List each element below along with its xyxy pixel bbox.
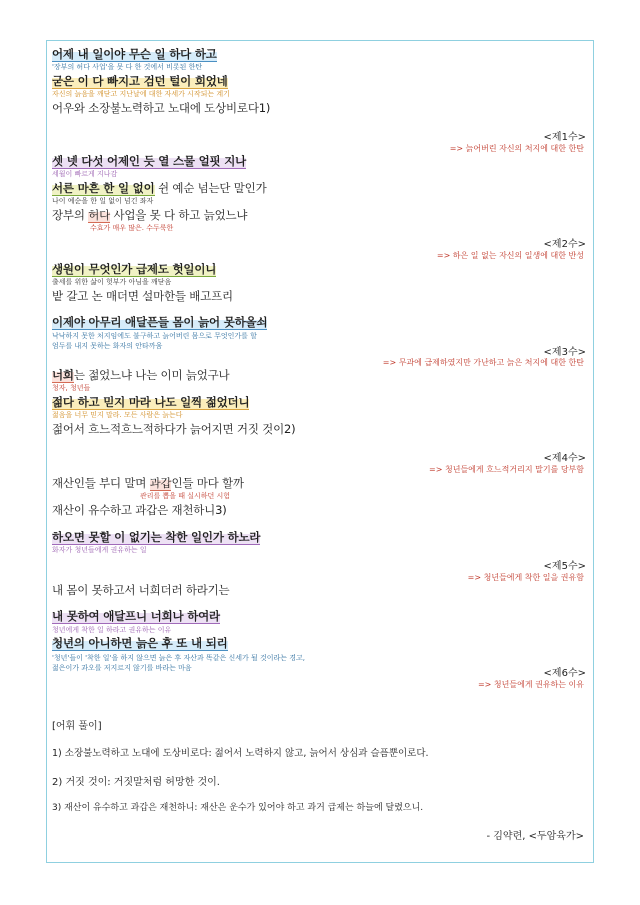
stanza2-note2: 나이 예순을 한 일 없이 넘긴 좌자 [52,197,154,205]
stanza5-line2: 재산이 유수하고 과갑은 재천하니3) [52,503,227,517]
stanza2-line2: 서른 마흔 한 일 없이 쉰 예순 넘는단 말인가 [52,181,267,195]
stanza1-line2: 굳은 이 다 빠지고 검던 털이 희었네 [52,74,228,88]
stanza6-note3b: 젊은이가 과오를 저지르지 않기를 바라는 마음 [52,664,192,672]
stanza3-line1: 생원이 무엇인가 급제도 헛일이니 [52,262,217,276]
stanza6-note2: 청년에게 착한 일 하라고 권유하는 이유 [52,626,172,634]
stanza3-note3b: 엄두를 내지 못하는 화자의 안타까움 [52,342,163,350]
vocab-item-1: 1) 소장불노력하고 노대에 도상비로다: 젊어서 노력하지 않고, 늙어서 상심과 슬픔뿐이로다. [52,748,429,759]
stanza6-note3a: '청년'들이 '착한 일'을 하지 않으면 늙은 후 자산과 똑같은 신세가 될 것이라는 경고, [52,654,306,662]
stanza2-note3: 수효가 매우 많은. 수두룩한 [90,224,174,232]
stanza4-summary: => 청년들에게 흐느적거리지 말기를 당부함 [429,465,584,474]
stanza6-number: <제6수> [543,668,586,679]
stanza6-line3: 청년의 아니하면 늙은 후 또 내 되리 [52,636,228,650]
stanza4-note1: 청자, 청년들 [52,384,91,392]
stanza5-note3: 화자가 청년들에게 권유하는 일 [52,546,147,554]
stanza2-line1: 셋 넷 다섯 어제인 듯 열 스물 얼핏 지나 [52,154,247,168]
stanza3-line3: 이제야 아무리 애달픈들 몸이 늙어 못하올쇠 [52,315,268,329]
stanza4-line1: 너희는 젊었느냐 나는 이미 늙었구나 [52,368,230,382]
stanza6-line2: 내 못하여 애달프니 너희나 하여라 [52,609,220,623]
stanza1-number: <제1수> [543,132,586,143]
vocab-heading: [어휘 풀이] [52,721,102,732]
stanza5-note1: 관리를 뽑을 때 실시하던 시험 [140,492,231,500]
stanza3-line2: 밭 갈고 논 매더면 설마한들 배고프리 [52,289,233,303]
stanza4-line2: 젊다 하고 믿지 마라 나도 일찍 젊었더니 [52,395,250,409]
stanza4-note2: 젊음을 너무 믿지 말라. 모든 사람은 늙는다 [52,411,183,419]
stanza1-line3: 어우와 소장불노력하고 노대에 도상비로다1) [52,101,271,115]
stanza6-summary: => 청년들에게 권유하는 이유 [477,680,584,689]
stanza3-note3a: 낙낙하지 못한 처지임에도 불구하고 늙어버린 몸으로 무엇인가를 할 [52,332,257,340]
stanza2-line3: 장부의 허다 사업을 못 다 하고 늙었느냐 [52,208,248,222]
stanza2-number: <제2수> [543,239,586,250]
source-citation: - 김약련, <두암육가> [486,831,584,842]
stanza5-summary: => 청년들에게 착한 일을 권유함 [467,573,584,582]
stanza4-line3: 젊어서 흐느적흐느적하다가 늙어지면 거짓 것이2) [52,422,296,436]
vocab-item-3: 3) 재산이 유수하고 과갑은 재천하니: 재산은 운수가 있어야 하고 과거 급제는 하늘에 달렸으니. [52,803,424,813]
stanza2-summary: => 하은 일 없는 자신의 일생에 대한 반성 [436,251,584,260]
stanza6-line1: 내 몸이 못하고서 너희더러 하라기는 [52,583,230,597]
stanza3-note1: 출세를 위한 삶이 헛부가 아님을 깨닫음 [52,278,172,286]
stanza2-note1: 세월이 빠르게 지나감 [52,170,118,178]
stanza5-line1: 재산인들 부디 말며 과갑인들 마다 할까 [52,476,244,490]
stanza4-number: <제4수> [543,453,586,464]
stanza5-line3: 하오면 못할 이 없기는 착한 일인가 하노라 [52,530,261,544]
stanza1-summary: => 늙어버린 자신의 처지에 대한 한탄 [449,144,584,153]
stanza5-number: <제5수> [543,561,586,572]
stanza1-note1: '장부의 허다 사업'을 못 다 한 것에서 비롯된 한탄 [52,63,203,71]
stanza1-note2: 자신의 늙음을 깨닫고 지난날에 대한 자세가 시작되는 계기 [52,90,230,98]
stanza3-number: <제3수> [543,347,586,358]
stanza1-line1: 어제 내 일이야 무슨 일 하다 하고 [52,47,217,61]
vocab-item-2: 2) 거짓 것이: 거짓말처럼 허망한 것이. [52,777,220,788]
stanza3-summary: => 무과에 급제하였지만 가난하고 늙은 처지에 대한 한탄 [382,358,584,367]
